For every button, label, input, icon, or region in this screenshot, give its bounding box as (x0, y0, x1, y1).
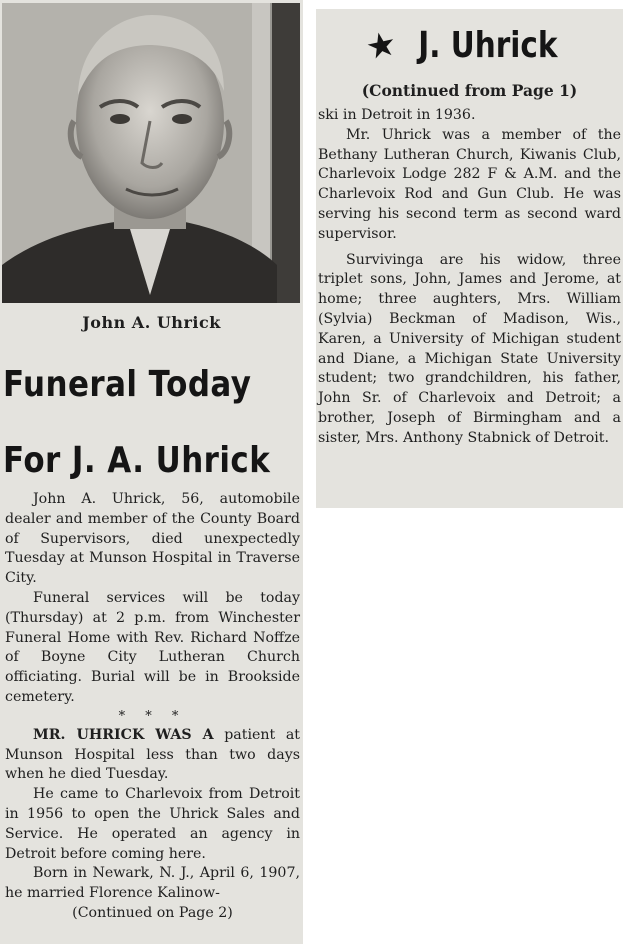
right-newspaper-clipping (316, 9, 623, 508)
portrait-photo (2, 3, 300, 303)
continuation-headline (316, 23, 623, 69)
article-body-left (5, 490, 300, 924)
continued-from-note: (Continued from Page 1) (361, 81, 578, 100)
photo-caption: John A. Uhrick (82, 313, 221, 332)
article-paragraph: ski in Detroit in 1936. (318, 107, 476, 123)
article-paragraph: Survivinga are his widow, three triplet sons, John, James and Jerome, at home; three aughters, Mrs. William (Sylvia) Beckman of Madison, Wis., Karen, a University of Michigan student and Diane, a Michigan State University student; two grandchildren, his father, John Sr. of Charlevoix and Detroit; a brother, Joseph of Birmingham and a sister, Mrs. Anthony Stabnick of Detroit. (318, 251, 621, 446)
article-paragraph (5, 726, 300, 785)
left-newspaper-clipping (0, 0, 303, 944)
headline-line-1: Funeral Today (3, 364, 252, 405)
section-separator: * * * (118, 708, 187, 724)
portrait-drawing (2, 3, 300, 303)
headline-line-2: For J. A. Uhrick (3, 440, 271, 481)
article-paragraph: John A. Uhrick, 56, automobile dealer and member of the County Board of Supervisors, died unexpectedly Tuesday at Munson Hospital in Traverse City. (5, 491, 300, 587)
article-paragraph: Funeral services will be today (Thursday) at 2 p.m. from Winchester Funeral Home with Rev. Richard Noffze of Boyne City Lutheran Church officiating. Burial will be in Brookside cemetery. (5, 589, 300, 705)
article-body-right (318, 106, 621, 449)
article-paragraph: He came to Charlevoix from Detroit in 1956 to open the Uhrick Sales and Service. He operated an agency in Detroit before coming here. (5, 786, 300, 862)
article-paragraph: Mr. Uhrick was a member of the Bethany Lutheran Church, Kiwanis Club, Charlevoix Lodge 282 F & A.M. and the Charlevoix Rod and Gun Club. He was serving his second term as second ward supervisor. (318, 126, 621, 242)
continued-on-note: (Continued on Page 2) (72, 904, 233, 921)
article-paragraph: Born in Newark, N. J., April 6, 1907, he married Florence Kalinow- (5, 865, 300, 902)
paragraph-text: patient at Munson Hospital less than two days when he died Tuesday. (5, 726, 300, 783)
star-icon: ★ (362, 23, 401, 69)
continuation-headline-text: J. Uhrick (418, 25, 558, 66)
paragraph-lead-in: MR. UHRICK WAS A (33, 726, 214, 743)
